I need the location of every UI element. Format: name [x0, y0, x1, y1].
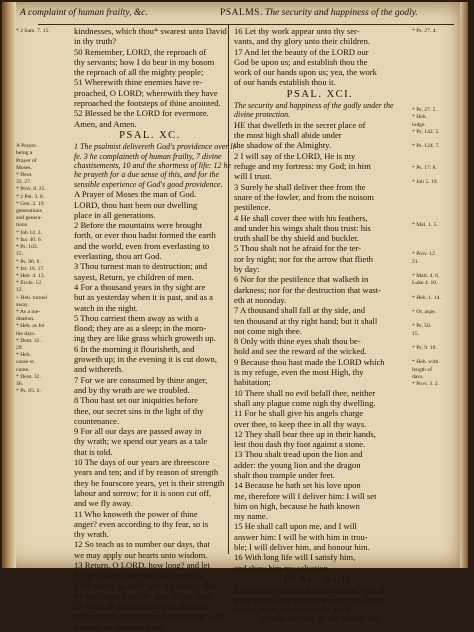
text-line: refuge and my fortress: my God; in him: [234, 161, 371, 172]
margin-note: [412, 316, 462, 323]
margin-note: [16, 100, 70, 107]
summary-line: 10 and for his goodness to the godly.: [234, 605, 352, 615]
margin-note: [412, 35, 462, 42]
text-line: countenance.: [74, 415, 120, 426]
text-line: darkness; nor for the destruction that wast-: [234, 284, 382, 295]
margin-note: [16, 35, 70, 42]
text-line: hold and see the reward of the wicked.: [234, 346, 367, 357]
margin-note: * Jer. 16. 17.: [16, 265, 45, 272]
text-line: we may rejoice and be glad all our days.: [74, 590, 213, 601]
text-line: ror by night; nor for the arrow that flieth: [234, 253, 373, 264]
text-line: 6 Nor for the pestilence that walketh in: [234, 274, 369, 285]
margin-note: * Heb.: [16, 352, 31, 359]
margin-note: * Job 5. 19.: [412, 179, 438, 186]
margin-note: * Heb. with: [412, 359, 439, 366]
margin-note: * Matt. 4. 6.: [412, 272, 440, 279]
summary-line: 1 The prophet exhorteth to praise God, 4 for his: [234, 586, 388, 596]
margin-note: [16, 71, 70, 78]
text-line: me, therefore will I deliver him: I will set: [234, 490, 377, 501]
text-line: 14 O satisfy us early with thy mercy; that: [74, 580, 217, 591]
text-line: forth, or ever thou hadst formed the earth: [74, 230, 216, 241]
margin-note: * Heb.: [412, 114, 427, 121]
text-line: thy wrath.: [74, 529, 109, 540]
margin-note: [412, 215, 462, 222]
margin-left-notes: [16, 28, 70, 395]
running-header: [20, 8, 456, 22]
left-column: [74, 26, 238, 632]
margin-note: [412, 136, 462, 143]
text-line: 3 Surely he shall deliver thee from the: [234, 181, 366, 192]
text-line: the shadow of the Almighty.: [234, 140, 332, 151]
margin-note: * Ps. 103.: [16, 244, 39, 251]
margin-note: [412, 158, 462, 165]
margin-note: * Eccle. 12.: [16, 280, 43, 287]
psalm-heading-90: PSAL. XC.: [119, 129, 181, 141]
margin-note: [16, 42, 70, 49]
text-line: 12 So teach us to number our days, that: [74, 539, 210, 550]
margin-note: [16, 64, 70, 71]
margin-note: [412, 287, 462, 294]
text-line: 13 Thou shalt tread upon the lion and: [234, 449, 363, 460]
margin-note: and genera-: [16, 215, 43, 222]
margin-note: * Heb. 4. 13.: [16, 272, 45, 279]
margin-right-notes: [412, 28, 462, 388]
left-column-top: [74, 26, 226, 129]
margin-note: + Heb. turned: [16, 294, 47, 301]
psalm-90-summary: [74, 142, 238, 189]
text-line: 15 He shall call upon me, and I will: [234, 521, 357, 532]
right-column-top: [234, 26, 406, 88]
text-line: flood; they are as a sleep; in the morn-: [74, 323, 207, 334]
text-line: 13 Return, O LORD, how long? and let: [74, 559, 210, 570]
psalm-92-summary: [234, 586, 406, 614]
margin-note: [16, 107, 70, 114]
margin-note: * 2 Pet. 3. 8.: [16, 193, 45, 200]
text-line: 3 Thou turnest man to destruction; and: [74, 261, 208, 272]
text-line: over thee, to keep thee in all thy ways.: [234, 418, 367, 429]
text-line: and the world, even from everlasting to: [74, 240, 210, 251]
text-line: watch in the night.: [74, 302, 138, 313]
margin-note: 15.: [412, 330, 419, 337]
text-line: and by thy wrath are we troubled.: [74, 384, 190, 395]
psalm-91-text: [234, 120, 406, 573]
margin-note: length of: [412, 366, 433, 373]
text-line: 7 For we are consumed by thine anger,: [74, 374, 208, 385]
margin-note: Moses.: [16, 164, 33, 171]
psalm-92-title: A Psalm or Song for the sabbath day.: [257, 614, 383, 624]
margin-note: * Ps. 17. 8.: [412, 164, 437, 171]
text-line: ble; I will deliver him, and honour him.: [234, 542, 370, 553]
text-line: it repent thee concerning thy servants.: [74, 570, 205, 581]
margin-note: * 2 Sam. 7. 15.: [16, 28, 50, 34]
margin-note: [412, 57, 462, 64]
margin-note: * Mal. 1. 5.: [412, 222, 438, 229]
book-page: [2, 2, 468, 632]
margin-note: [412, 86, 462, 93]
text-line: shalt thou trample under feet.: [234, 469, 335, 480]
psalm-heading-92: PSAL. XCII.: [284, 573, 356, 585]
text-line: labour and sorrow; for it is soon cut off,: [74, 487, 212, 498]
book-binding: [2, 2, 16, 568]
margin-note: 29.: [16, 344, 23, 351]
text-line: vants, and thy glory unto their children.: [234, 36, 371, 47]
text-line: and withereth.: [74, 364, 124, 375]
text-line: proached, O LORD; wherewith they have: [74, 87, 218, 98]
text-line: him on high, because he hath known: [234, 500, 360, 511]
margin-note: generations: [16, 208, 42, 215]
text-line: work of our hands upon us; yea, the work: [234, 67, 377, 78]
margin-note: [412, 50, 462, 57]
psalm-90-text: [74, 189, 226, 632]
margin-note: [412, 194, 462, 201]
psalm-91-summary: [234, 101, 406, 120]
margin-note: [412, 237, 462, 244]
text-line: reproached the footsteps of thine anointed.: [74, 98, 221, 109]
text-line: in thy truth?: [74, 36, 117, 47]
text-line: everlasting, thou art God.: [74, 251, 162, 262]
text-line: answer him: I will be with him in trou-: [234, 531, 368, 542]
margin-note: [412, 64, 462, 71]
text-line: shall any plague come nigh thy dwelling.: [234, 397, 376, 408]
margin-note: [412, 266, 462, 273]
margin-note: * Deut. 32.: [16, 373, 41, 380]
margin-note: * As a me-: [16, 308, 41, 315]
margin-note: away.: [16, 301, 29, 308]
text-line: my name.: [234, 511, 268, 522]
margin-note: * Heb. 1. 14.: [412, 294, 441, 301]
text-line: 6 In the morning it flourisheth, and: [74, 343, 195, 354]
margin-note: [412, 186, 462, 193]
summary-line: he prayeth for a due sense of this, and for the: [74, 170, 220, 180]
margin-note: Luke 4. 10.: [412, 280, 438, 287]
text-line: A Prayer of Moses the man of God.: [74, 189, 197, 200]
psalm-heading-91: PSAL. XCI.: [286, 88, 354, 100]
summary-line: chastisements, 10 and the shortness of life: 12 he: [74, 161, 232, 171]
margin-note: [16, 114, 70, 121]
margin-note: come.: [16, 366, 30, 373]
margin-note: * Deut.: [16, 172, 33, 179]
margin-note: * Prov. 12.: [412, 251, 437, 258]
margin-note: the days.: [16, 330, 36, 337]
text-line: habitation;: [234, 377, 271, 388]
margin-note: * Isa. 40. 6.: [16, 236, 43, 243]
margin-note: 21.: [412, 258, 419, 265]
margin-note: * Ps. 85. 6.: [16, 388, 41, 395]
margin-note: [16, 129, 70, 136]
margin-note: 12.: [16, 287, 23, 294]
margin-note: [16, 136, 70, 143]
text-line: 12 They shall bear thee up in their hands,: [234, 428, 376, 439]
margin-note: [412, 352, 462, 359]
text-line: of our hands establish thou it.: [234, 77, 336, 88]
text-line: 8 Thou hast set our iniquities before: [74, 395, 198, 406]
summary-line: fe. 3 he complaineth of human frailty, 7 divine: [74, 151, 222, 161]
margin-note: being a: [16, 150, 33, 157]
margin-note: * Or, aspe.: [412, 308, 437, 315]
margin-note: 36.: [16, 380, 23, 387]
margin-note: ditation.: [16, 316, 35, 323]
text-line: LORD, thou hast been our dwelling: [74, 199, 198, 210]
text-line: 50 Remember, LORD, the reproach of: [74, 46, 207, 57]
text-line: by day:: [234, 264, 260, 275]
text-line: 5 Thou carriest them away as with a: [74, 312, 199, 323]
margin-note: [412, 71, 462, 78]
margin-note: 15.: [16, 251, 23, 258]
column-divider: [228, 24, 229, 554]
summary-line: sensible experience of God's good providence.: [74, 179, 223, 189]
summary-line: divine protection.: [234, 110, 291, 120]
margin-note: [412, 244, 462, 251]
text-line: 2 Before the mountains were brought: [74, 220, 203, 231]
margin-note: cause to: [16, 359, 35, 366]
text-line: they be fourscore years, yet is their strength: [74, 477, 225, 488]
text-line: not come nigh thee.: [234, 325, 302, 336]
text-line: 17 And let the beauty of the LORD our: [234, 46, 369, 57]
margin-note: [412, 93, 462, 100]
margin-note: [16, 50, 70, 57]
text-line: 10 There shall no evil befall thee, neither: [234, 387, 376, 398]
text-line: 8 Only with thine eyes shalt thou be-: [234, 336, 361, 347]
text-line: 9 Because thou hast made the LORD which: [234, 356, 385, 367]
text-line: 11 For he shall give his angels charge: [234, 408, 364, 419]
text-line: kindnesses, which thou* swarest unto David: [74, 26, 227, 36]
text-line: HE that dwelleth in the secret place of: [234, 119, 366, 130]
margin-note: [412, 230, 462, 237]
text-line: years and ten; and if by reason of strength: [74, 467, 219, 478]
text-line: 14 Because he hath set his love upon: [234, 480, 361, 491]
text-line: but as yesterday when it is past, and as a: [74, 292, 213, 303]
text-line: will I trust.: [234, 171, 272, 182]
margin-note: [16, 78, 70, 85]
summary-line: The security and happiness of the godly under the: [234, 101, 394, 111]
text-line: thee, our secret sins in the light of thy: [74, 405, 204, 416]
margin-note: * Ps. 142. 5.: [412, 128, 440, 135]
text-line: wherein thou hast afflicted us, and the years: [74, 611, 226, 622]
text-line: and shew him my salvation.: [234, 562, 331, 573]
text-line: wherein we have seen evil.: [74, 621, 167, 632]
margin-note: * Ps. 90. 8.: [16, 258, 41, 265]
margin-note: [412, 201, 462, 208]
header-center: PSALMS.: [220, 8, 263, 18]
margin-note: [412, 100, 462, 107]
margin-note: lodge.: [412, 121, 426, 128]
margin-note: * Heb. as for: [16, 323, 45, 330]
text-line: ing they are like grass which groweth up.: [74, 333, 216, 344]
summary-line: great works, 6 for his judgments on the wicked,: [234, 595, 386, 605]
text-line: 51 Wherewith thine enemies have re-: [74, 77, 203, 88]
text-line: 16 With long life will I satisfy him,: [234, 552, 356, 563]
margin-note: [16, 86, 70, 93]
text-line: thy wrath; we spend our years as a tale: [74, 436, 208, 447]
text-line: sayest, Return, ye children of men.: [74, 271, 194, 282]
text-line: 10 The days of our years are threescore: [74, 457, 210, 468]
text-line: ten thousand at thy right hand; but it shall: [234, 315, 378, 326]
margin-note: * Gen. 3. 19.: [16, 200, 45, 207]
margin-note: A Prayer.: [16, 143, 37, 150]
text-line: eth at noonday.: [234, 294, 287, 305]
text-line: the most high shall abide under: [234, 130, 342, 141]
text-line: 11 Who knoweth the power of thine: [74, 508, 198, 519]
text-line: Amen, and Amen.: [74, 118, 137, 129]
text-line: anger? even according to thy fear, so is: [74, 518, 209, 529]
margin-note: [16, 122, 70, 129]
header-right: The security and happiness of the godly.: [265, 8, 418, 18]
margin-note: 33. 27.: [16, 179, 32, 186]
text-line: 5 Thou shalt not be afraid for the ter-: [234, 243, 362, 254]
text-line: God be upon us; and establish thou the: [234, 56, 368, 67]
text-line: 16 Let thy work appear unto thy ser-: [234, 26, 360, 36]
text-line: 15 Make us glad according to the days: [74, 601, 207, 612]
text-line: lest thou dash thy foot against a stone.: [234, 439, 366, 450]
margin-note: [412, 42, 462, 49]
margin-note: [412, 150, 462, 157]
text-line: truth shall be thy shield and buckler.: [234, 233, 359, 244]
text-line: that is told.: [74, 446, 113, 457]
text-line: we may apply our hearts unto wisdom.: [74, 549, 208, 560]
header-left: A complaint of human frailty, &c.: [20, 8, 148, 18]
margin-note: [412, 78, 462, 85]
text-line: is my refuge, even the most High, thy: [234, 367, 364, 378]
margin-note: * Deut. 32.: [16, 337, 41, 344]
margin-note: [412, 172, 462, 179]
right-column: [234, 26, 406, 625]
margin-note: * Ps. 124. 7.: [412, 143, 440, 150]
text-line: adder: the young lion and the dragon: [234, 459, 361, 470]
margin-note: [412, 302, 462, 309]
text-line: the reproach of all the mighty people;: [74, 67, 204, 78]
text-line: and under his wings shalt thou trust: his: [234, 222, 371, 233]
text-line: and we fly away.: [74, 498, 133, 509]
margin-note: * Ps. 9. 10.: [412, 344, 437, 351]
text-line: groweth up; in the evening it is cut down,: [74, 354, 217, 365]
text-line: 9 For all our days are passed away in: [74, 426, 202, 437]
summary-line: 1 The psalmist delivereth God's providence over li-: [74, 142, 238, 152]
text-line: 7 A thousand shall fall at thy side, and: [234, 305, 366, 316]
margin-note: * Prov. 3. 2.: [412, 380, 439, 387]
margin-note: * Ps. 27. 5.: [412, 107, 437, 114]
margin-note: * Prov. 8. 25.: [16, 186, 46, 193]
text-line: 2 I will say of the LORD, He is my: [234, 150, 356, 161]
margin-note: * Ps. 27. 4.: [412, 28, 437, 34]
text-line: thy servants; how I do bear in my bosom: [74, 56, 215, 67]
margin-note: [16, 57, 70, 64]
header-rule: [38, 24, 454, 25]
margin-note: Prayer of: [16, 157, 37, 164]
margin-note: [412, 208, 462, 215]
margin-note: days.: [412, 373, 424, 380]
margin-note: * Job 14. 2.: [16, 229, 42, 236]
text-line: 4 He shall cover thee with his feathers,: [234, 212, 368, 223]
margin-note: [412, 338, 462, 345]
text-line: pestilence.: [234, 202, 271, 213]
text-line: 52 Blessed be the LORD for evermore.: [74, 108, 209, 119]
margin-note: tions.: [16, 222, 29, 229]
text-line: place in all generations.: [74, 209, 156, 220]
text-line: 4 For a thousand years in thy sight are: [74, 281, 206, 292]
margin-note: * Ps. 50.: [412, 323, 432, 330]
margin-note: [16, 93, 70, 100]
text-line: snare of the fowler, and from the noisom: [234, 191, 374, 202]
